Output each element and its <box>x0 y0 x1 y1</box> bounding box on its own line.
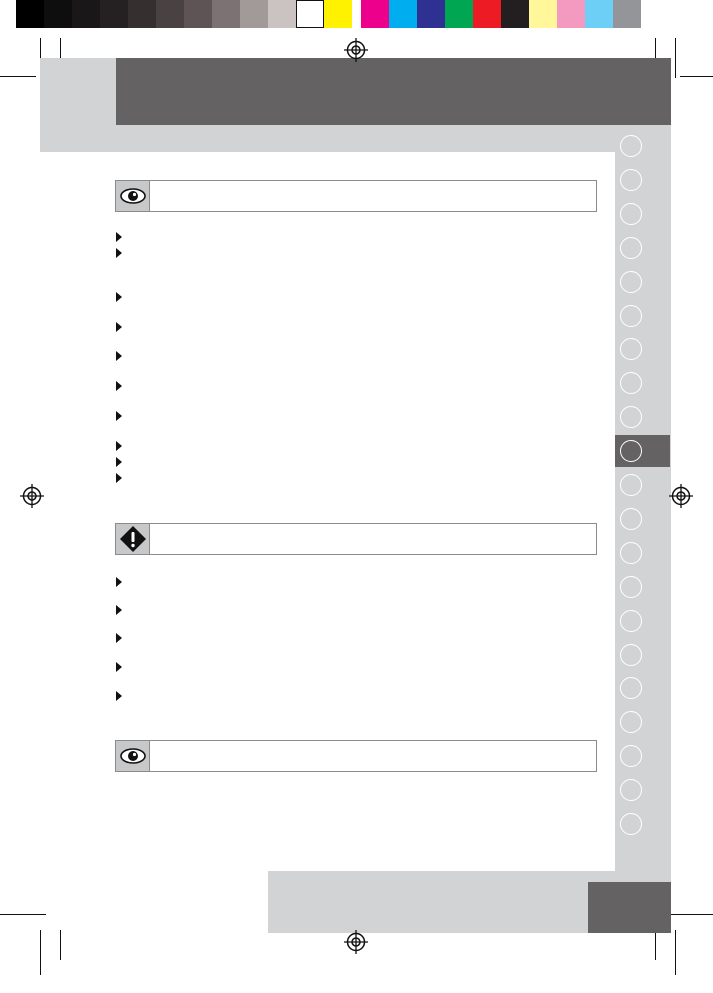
color-swatch <box>156 0 184 28</box>
triangle-bullet-icon <box>116 662 122 672</box>
triangle-bullet-icon <box>116 351 122 361</box>
crop-mark <box>668 914 713 915</box>
side-tab-circle[interactable] <box>620 440 642 462</box>
color-swatch <box>557 0 585 28</box>
color-swatch <box>361 0 389 28</box>
notice-box <box>115 180 597 212</box>
color-swatch <box>128 0 156 28</box>
color-swatch <box>184 0 212 28</box>
side-tab-circle[interactable] <box>620 644 642 666</box>
color-swatch <box>240 0 268 28</box>
crop-mark <box>675 38 676 78</box>
side-tab-circle[interactable] <box>620 610 642 632</box>
crop-mark <box>0 914 46 915</box>
triangle-bullet-icon <box>116 577 122 587</box>
crop-mark <box>675 930 676 975</box>
registration-target-icon <box>344 930 368 954</box>
color-swatch <box>389 0 417 28</box>
triangle-bullet-icon <box>116 473 122 483</box>
header-lower-panel <box>116 125 671 152</box>
side-tab-circle[interactable] <box>620 135 642 157</box>
crop-mark <box>60 930 61 960</box>
triangle-bullet-icon <box>116 292 122 302</box>
eye-icon <box>116 741 150 771</box>
side-tab-circle[interactable] <box>620 271 642 293</box>
side-tab-circle[interactable] <box>620 237 642 259</box>
page-number-block <box>588 882 671 933</box>
color-swatch <box>613 0 641 28</box>
triangle-bullet-icon <box>116 248 122 258</box>
triangle-bullet-icon <box>116 322 122 332</box>
side-tab-circle[interactable] <box>620 813 642 835</box>
warning-icon-cell <box>116 524 150 554</box>
color-swatch <box>585 0 613 28</box>
color-swatch <box>296 0 324 28</box>
side-tab-circle[interactable] <box>620 305 642 327</box>
header-left-panel <box>40 58 116 152</box>
notice-box <box>115 740 597 772</box>
notice-icon-cell <box>116 741 150 771</box>
triangle-bullet-icon <box>116 633 122 643</box>
header-bar <box>116 58 671 125</box>
notice-icon-cell <box>116 181 150 211</box>
registration-target-icon <box>344 38 368 62</box>
color-swatch <box>473 0 501 28</box>
triangle-bullet-icon <box>116 411 122 421</box>
registration-target-icon <box>669 484 693 508</box>
color-swatch <box>212 0 240 28</box>
warning-box <box>115 523 597 555</box>
triangle-bullet-icon <box>116 605 122 615</box>
color-swatch <box>417 0 445 28</box>
crop-mark <box>680 76 713 77</box>
triangle-bullet-icon <box>116 232 122 242</box>
color-swatch <box>100 0 128 28</box>
side-tab-circle[interactable] <box>620 576 642 598</box>
side-tab-circle[interactable] <box>620 779 642 801</box>
side-tab-circle[interactable] <box>620 203 642 225</box>
triangle-bullet-icon <box>116 457 122 467</box>
color-swatch <box>72 0 100 28</box>
triangle-bullet-icon <box>116 441 122 451</box>
triangle-bullet-icon <box>116 691 122 701</box>
side-tab-circle[interactable] <box>620 508 642 530</box>
color-swatch <box>529 0 557 28</box>
exclamation-warning-icon <box>116 524 150 554</box>
color-swatch <box>268 0 296 28</box>
side-tab-circle[interactable] <box>620 542 642 564</box>
color-swatch <box>501 0 529 28</box>
side-tab-circle[interactable] <box>620 169 642 191</box>
color-swatch <box>16 0 44 28</box>
crop-mark <box>40 930 41 975</box>
crop-mark <box>0 76 36 77</box>
color-swatch <box>44 0 72 28</box>
triangle-bullet-icon <box>116 381 122 391</box>
side-tab-circle[interactable] <box>620 474 642 496</box>
crop-mark <box>655 930 656 960</box>
eye-icon <box>116 181 150 211</box>
color-swatch <box>324 0 352 28</box>
color-swatch <box>445 0 473 28</box>
registration-target-icon <box>20 484 44 508</box>
